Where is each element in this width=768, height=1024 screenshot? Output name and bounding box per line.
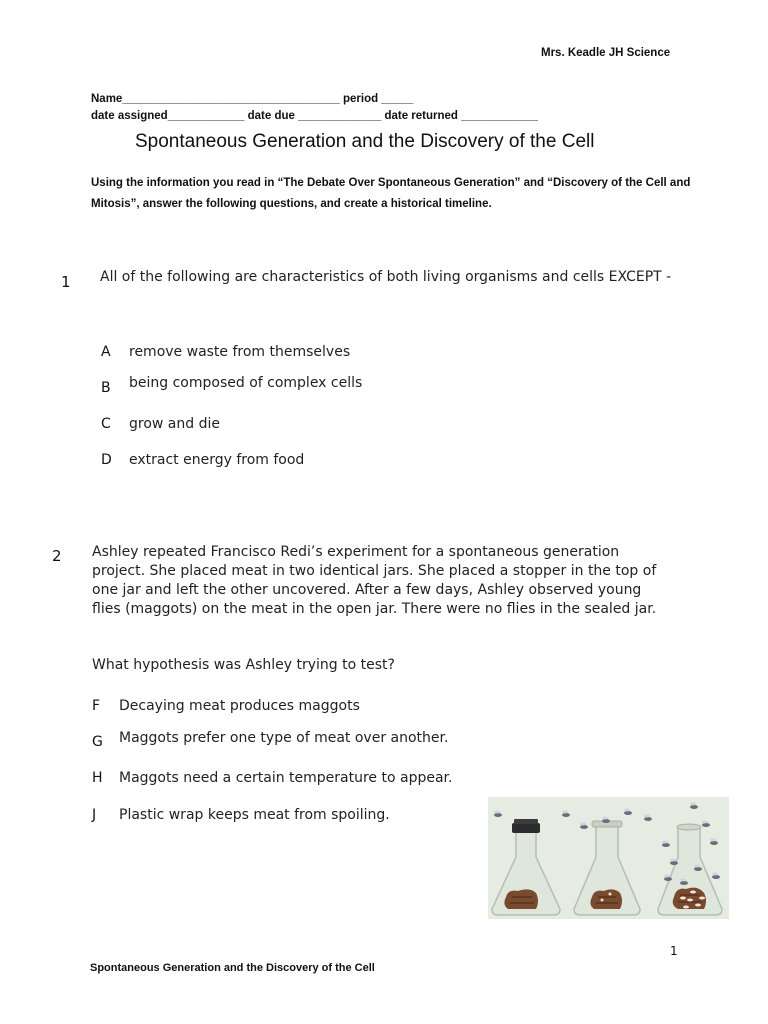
option-letter: B: [101, 380, 111, 396]
option-letter: D: [101, 452, 112, 468]
page-number: 1: [670, 944, 678, 958]
option-letter: H: [92, 770, 103, 786]
footer-title: Spontaneous Generation and the Discovery of the Cell: [90, 962, 375, 974]
option-text: extract energy from food: [129, 452, 305, 468]
option-letter: A: [101, 344, 111, 360]
page-title: Spontaneous Generation and the Discovery of the Cell: [135, 131, 595, 152]
question-1-text: All of the following are characteristics of both living organisms and cells EXCEPT -: [100, 269, 672, 285]
option-text: Maggots need a certain temperature to appear.: [119, 770, 453, 786]
option-letter: J: [92, 807, 97, 823]
question-2-text: Ashley repeated Francisco Redi’s experiment for a spontaneous generation project. She placed meat in two identical jars. She placed a stopper in the top of one jar and left the other uncovered. After a few days, Ashley observed young flies (maggots) on the meat in the open jar. There were no flies in the sealed jar.: [92, 544, 657, 617]
teacher-header: Mrs. Keadle JH Science: [541, 47, 671, 59]
flasks-with-meat-and-flies-illustration: [488, 797, 729, 919]
option-text: Maggots prefer one type of meat over another.: [119, 730, 449, 746]
option-letter: C: [101, 416, 111, 432]
question-2-number: 2: [52, 547, 62, 565]
option-text: remove waste from themselves: [129, 344, 351, 360]
instructions: Using the information you read in “The Debate Over Spontaneous Generation” and “Discovery of the Cell and Mitosis”, answer the following questions, and create a historical timeline.: [91, 177, 691, 210]
option-letter: G: [92, 734, 103, 750]
question-2-prompt: What hypothesis was Ashley trying to test?: [92, 657, 395, 673]
date-line: date assigned____________ date due _____________ date returned ____________: [91, 110, 538, 122]
option-letter: F: [92, 698, 101, 714]
option-text: Decaying meat produces maggots: [119, 698, 360, 714]
option-text: grow and die: [129, 416, 220, 432]
option-text: Plastic wrap keeps meat from spoiling.: [119, 807, 390, 823]
name-period-line: Name__________________________________ period _____: [91, 93, 414, 105]
question-1-number: 1: [61, 273, 71, 291]
option-text: being composed of complex cells: [129, 375, 363, 391]
